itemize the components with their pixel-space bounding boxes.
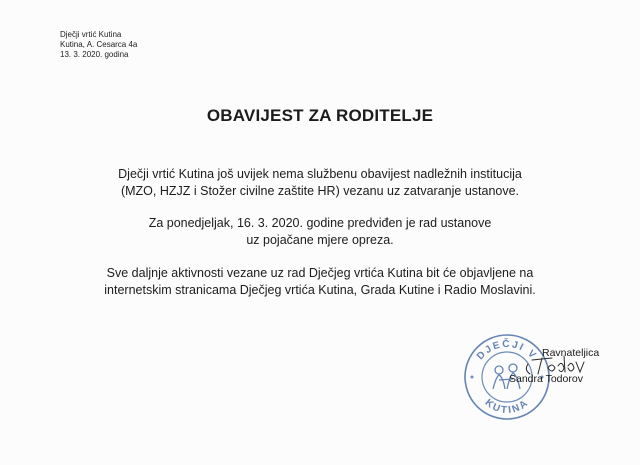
document-title: OBAVIJEST ZA RODITELJE <box>206 106 434 125</box>
stamp-bottom-text: KUTINA <box>482 397 532 417</box>
signatory-name: Sandra Todorov <box>509 373 583 385</box>
paragraph-line: Sve daljnje aktivnosti vezane uz rad Dječjeg vrtića Kutina bit će objavljene na <box>106 266 534 280</box>
paragraph-line: Dječji vrtić Kutina još uvijek nema službenu obavijest nadležnih institucija <box>118 167 522 181</box>
paragraph-line: internetskim stranicama Dječjeg vrtića Kutina, Grada Kutine i Radio Moslavini. <box>104 283 536 297</box>
paragraph-1 <box>40 166 600 200</box>
sender-name: Dječji vrtić Kutina <box>60 30 122 39</box>
signatory-role: Ravnateljica <box>542 347 600 359</box>
sender-address: Kutina, A. Cesarca 4a <box>60 40 138 49</box>
paragraph-line: Za ponedjeljak, 16. 3. 2020. godine predviđen je rad ustanove <box>148 216 492 230</box>
svg-text:KUTINA <box>483 397 532 416</box>
document-date: 13. 3. 2020. godina <box>60 50 129 59</box>
stamp-top-text: DJEČJI V <box>475 338 539 363</box>
paragraph-line: uz pojačane mjere opreza. <box>246 233 394 247</box>
paragraph-2 <box>40 215 600 249</box>
sender-block <box>60 30 137 60</box>
paragraph-line: (MZO, HZJZ i Stožer civilne zaštite HR) vezanu uz zatvaranje ustanove. <box>120 184 520 198</box>
paragraph-3 <box>40 265 600 299</box>
